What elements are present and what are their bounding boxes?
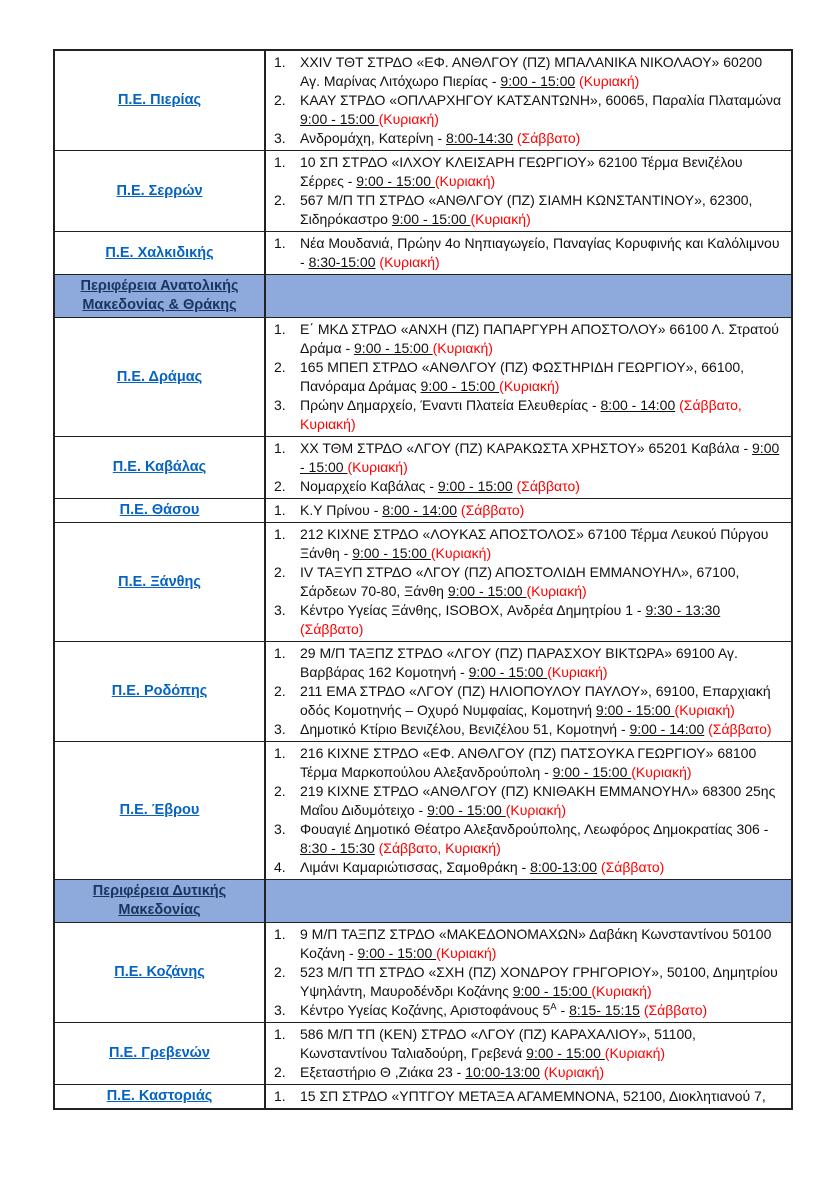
item-number: 1. xyxy=(274,1088,286,1104)
location-list-item xyxy=(274,1025,785,1063)
location-list-item xyxy=(274,234,785,272)
item-number: 2. xyxy=(274,359,286,375)
location-text: Εξεταστήριο Θ ,Ζιάκα 23 - xyxy=(300,1064,466,1080)
location-text: 586 Μ/Π ΤΠ (ΚΕΝ) ΣΤΡΔΟ «ΛΓΟΥ (ΠΖ) ΚΑΡΑΧΑΛΙΟΥ», 51100, Κωνσταντίνου Ταλιαδούρη, Γρεβενά xyxy=(300,1026,696,1061)
location-list-item xyxy=(274,782,785,820)
region-cell xyxy=(55,151,266,231)
item-text xyxy=(300,744,785,782)
item-text xyxy=(300,358,785,396)
location-text: Α xyxy=(550,1001,557,1013)
day-label: (Σάββατο) xyxy=(600,859,665,875)
item-number: 1. xyxy=(274,1026,286,1042)
location-list-item xyxy=(274,501,785,520)
table-row xyxy=(55,51,791,151)
day-label: (Σάββατο) xyxy=(516,478,580,494)
location-list-item xyxy=(274,1001,785,1020)
location-list-item xyxy=(274,925,785,963)
location-text: - xyxy=(556,1002,570,1018)
item-text xyxy=(300,644,785,682)
region-link[interactable]: Π.Ε. Ξάνθης xyxy=(118,573,201,590)
day-label: (Κυριακή) xyxy=(591,983,652,999)
region-link[interactable]: Π.Ε. Χαλκιδικής xyxy=(105,244,214,261)
table-row xyxy=(55,151,791,232)
location-list-item xyxy=(274,601,785,639)
item-text xyxy=(300,320,785,358)
item-number: 3. xyxy=(274,602,286,618)
time-range: 8:00 - 14:00 xyxy=(600,397,676,413)
day-label: (Κυριακή) xyxy=(631,764,692,780)
region-cell xyxy=(55,318,266,436)
region-link[interactable]: Π.Ε. Δράμας xyxy=(116,368,203,385)
item-number: 2. xyxy=(274,92,286,108)
item-text xyxy=(300,1025,785,1063)
item-text xyxy=(300,682,785,720)
item-text xyxy=(300,129,785,148)
time-range: 8:00 - 14:00 xyxy=(382,502,458,518)
location-text: 9 Μ/Π ΤΑΞΠΖ ΣΤΡΔΟ «ΜΑΚΕΔΟΝΟΜΑΧΩΝ» Δαβάκη Κωνσταντίνου 50100 Κοζάνη - xyxy=(300,926,772,961)
item-text xyxy=(300,525,785,563)
region-group-header-row xyxy=(55,880,791,923)
location-list-item xyxy=(274,53,785,91)
day-label: (Σάββατο) xyxy=(708,721,772,737)
item-text xyxy=(300,601,785,639)
item-text xyxy=(300,1063,785,1082)
item-text xyxy=(300,396,785,434)
location-text: 165 ΜΠΕΠ ΣΤΡΔΟ «ΑΝΘΛΓΟΥ (ΠΖ) ΦΩΣΤΗΡΙΔΗ ΓΕΩΡΓΙΟΥ», 66100, Πανόραμα Δράμας xyxy=(300,359,745,394)
region-link[interactable]: Π.Ε. Καβάλας xyxy=(112,459,207,475)
region-cell xyxy=(55,1023,266,1084)
day-label: (Κυριακή) xyxy=(430,545,492,561)
location-list-item xyxy=(274,358,785,396)
item-text xyxy=(300,53,785,91)
time-range: 9:00 - 15:00 xyxy=(352,545,431,561)
time-range: 9:00 - 15:00 xyxy=(300,440,780,475)
item-text xyxy=(300,858,785,877)
table-row xyxy=(55,437,791,499)
location-list-item xyxy=(274,644,785,682)
time-range: 8:15- 15:15 xyxy=(569,1002,640,1018)
location-list-item xyxy=(274,129,785,148)
location-list-item xyxy=(274,525,785,563)
day-label: (Κυριακή) xyxy=(579,73,640,89)
region-cell xyxy=(55,275,266,317)
location-text: Πρώην Δημαρχείο, Έναντι Πλατεία Ελευθερίας - xyxy=(300,397,601,413)
table-row xyxy=(55,642,791,742)
location-text: 211 ΕΜΑ ΣΤΡΔΟ «ΛΓΟΥ (ΠΖ) ΗΛΙΟΠΟΥΛΟΥ ΠΑΥΛΟΥ», 69100, Επαρχιακή οδός Κομοτηνής – Οχυρό Νυμφαίας, Κομοτηνή xyxy=(300,683,771,718)
item-number: 1. xyxy=(274,745,286,761)
location-text: Κ.Υ Πρίνου - xyxy=(300,502,383,518)
location-list-item xyxy=(274,153,785,191)
location-text: 212 ΚΙΧΝΕ ΣΤΡΔΟ «ΛΟΥΚΑΣ ΑΠΟΣΤΟΛΟΣ» 67100 Τέρμα Λευκού Πύργου Ξάνθη - xyxy=(300,526,769,561)
time-range: 8:00-14:30 xyxy=(446,130,513,146)
item-text xyxy=(300,439,785,477)
location-text: IV ΤΑΞΥΠ ΣΤΡΔΟ «ΛΓΟΥ (ΠΖ) ΑΠΟΣΤΟΛΙΔΗ ΕΜΜΑΝΟΥΗΛ», 67100, Σάρδεων 70-80, Ξάνθη xyxy=(300,564,740,599)
item-text xyxy=(300,563,785,601)
location-text: Φουαγιέ Δημοτικό Θέατρο Αλεξανδρούπολης, Λεωφόρος Δημοκρατίας 306 - xyxy=(300,821,769,837)
table-row xyxy=(55,523,791,642)
location-text: Κέντρο Υγείας Ξάνθης, ISOBOX, Ανδρέα Δημητρίου 1 - xyxy=(300,602,646,618)
item-number: 2. xyxy=(274,783,286,799)
locations-cell xyxy=(266,275,791,317)
day-label: (Κυριακή) xyxy=(434,173,496,189)
day-label: (Σάββατο) xyxy=(516,130,581,146)
item-number: 3. xyxy=(274,130,286,146)
locations-cell xyxy=(266,51,791,150)
locations-cell xyxy=(266,923,791,1022)
region-link[interactable]: Π.Ε. Έβρου xyxy=(119,802,200,818)
region-link[interactable]: Π.Ε. Καστοριάς xyxy=(106,1088,213,1104)
location-list-item xyxy=(274,963,785,1001)
location-list-item xyxy=(274,682,785,720)
item-text xyxy=(300,720,785,739)
day-label: (Σάββατο, Κυριακή) xyxy=(378,840,501,856)
day-label: (Κυριακή) xyxy=(543,1064,605,1080)
item-number: 4. xyxy=(274,859,286,875)
item-number: 3. xyxy=(274,397,286,413)
time-range: 10:00-13:00 xyxy=(465,1064,540,1080)
table-row xyxy=(55,499,791,523)
day-label: (Κυριακή) xyxy=(432,340,493,356)
item-text xyxy=(300,963,785,1001)
day-label: (Σάββατο) xyxy=(460,502,525,518)
time-range: 9:00 - 15:00 xyxy=(526,1045,605,1061)
day-label: (Σάββατο) xyxy=(643,1002,708,1018)
day-label: (Κυριακή) xyxy=(470,211,531,227)
location-list-item xyxy=(274,744,785,782)
time-range: 9:00 - 15:00 xyxy=(357,945,437,961)
table-row xyxy=(55,232,791,275)
time-range: 9:00 - 15:00 xyxy=(356,173,435,189)
item-text xyxy=(300,925,785,963)
location-list-item xyxy=(274,439,785,477)
table-row xyxy=(55,923,791,1023)
location-list-item xyxy=(274,191,785,229)
location-list-item xyxy=(274,320,785,358)
item-number: 2. xyxy=(274,192,286,208)
time-range: 9:00 - 15:00 xyxy=(595,702,675,718)
item-text xyxy=(300,1001,785,1020)
time-range: 9:00 - 15:00 xyxy=(468,664,548,680)
location-list-item xyxy=(274,858,785,877)
region-link[interactable]: Π.Ε. Κοζάνης xyxy=(114,964,205,980)
location-list-item xyxy=(274,820,785,858)
time-range: 9:00 - 14:00 xyxy=(629,721,705,737)
time-range: 9:00 - 15:00 xyxy=(512,983,592,999)
locations-cell xyxy=(266,318,791,436)
day-label: (Κυριακή) xyxy=(347,459,408,475)
item-text xyxy=(300,153,785,191)
region-cell xyxy=(55,232,266,274)
item-text xyxy=(300,477,785,496)
item-number: 1. xyxy=(274,526,286,542)
item-text xyxy=(300,820,785,858)
item-number: 2. xyxy=(274,964,286,980)
locations-cell xyxy=(266,1023,791,1084)
region-link[interactable]: Π.Ε. Πιερίας xyxy=(117,92,202,108)
location-text: 15 ΣΠ ΣΤΡΔΟ «ΥΠΤΓΟΥ ΜΕΤΑΞΑ ΑΓΑΜΕΜΝΟΝΑ, 52100, Διοκλητιανού 7, xyxy=(300,1088,766,1104)
location-text: 219 ΚΙΧΝΕ ΣΤΡΔΟ «ΑΝΘΛΓΟΥ (ΠΖ) ΚΝΙΘΑΚΗ ΕΜΜΑΝΟΥΗΛ» 68300 25ης Μαΐου Διδυμότειχο - xyxy=(300,783,776,818)
item-number: 3. xyxy=(274,821,286,837)
day-label: (Κυριακή) xyxy=(604,1045,666,1061)
item-text xyxy=(300,191,785,229)
region-link[interactable]: Π.Ε. Γρεβενών xyxy=(109,1045,210,1061)
item-text xyxy=(300,234,785,272)
region-link[interactable]: Π.Ε. Θάσου xyxy=(119,502,200,518)
location-list-item xyxy=(274,1063,785,1082)
region-cell xyxy=(55,499,266,522)
table-row xyxy=(55,318,791,437)
region-cell xyxy=(55,880,266,922)
location-text: Λιμάνι Καμαριώτισσας, Σαμοθράκη - xyxy=(300,859,531,875)
item-number: 1. xyxy=(274,645,286,661)
time-range: 8:30 - 15:30 xyxy=(300,840,375,856)
region-cell xyxy=(55,523,266,641)
time-range: 9:00 - 15:00 xyxy=(552,764,632,780)
day-label: (Κυριακή) xyxy=(436,945,497,961)
item-text xyxy=(300,91,785,129)
region-cell xyxy=(55,923,266,1022)
day-label: (Κυριακή) xyxy=(505,802,566,818)
item-number: 1. xyxy=(274,154,286,170)
locations-cell xyxy=(266,437,791,498)
locations-cell xyxy=(266,523,791,641)
item-number: 1. xyxy=(274,321,286,337)
day-label: (Κυριακή) xyxy=(674,702,735,718)
location-text: 10 ΣΠ ΣΤΡΔΟ «ΙΛΧΟΥ ΚΛΕΙΣΑΡΗ ΓΕΩΡΓΙΟΥ» 62100 Τέρμα Βενιζέλου Σέρρες - xyxy=(300,154,743,189)
location-list-item xyxy=(274,563,785,601)
item-number: 1. xyxy=(274,926,286,942)
locations-cell xyxy=(266,880,791,922)
day-label: (Κυριακή) xyxy=(499,378,560,394)
location-text: 216 ΚΙΧΝΕ ΣΤΡΔΟ «ΕΦ. ΑΝΘΛΓΟΥ (ΠΖ) ΠΑΤΣΟΥΚΑ ΓΕΩΡΓΙΟΥ» 68100 Τέρμα Μαρκοπούλου Αλεξανδρούπολη - xyxy=(300,745,757,780)
time-range: 9:00 - 15:00 xyxy=(500,73,576,89)
item-number: 1. xyxy=(274,440,286,456)
time-range: 9:30 - 13:30 xyxy=(645,602,721,618)
item-number: 2. xyxy=(274,683,286,699)
item-number: 1. xyxy=(274,502,286,518)
location-text: 567 Μ/Π ΤΠ ΣΤΡΔΟ «ΑΝΘΛΓΟΥ (ΠΖ) ΣΙΑΜΗ ΚΩΝΣΤΑΝΤΙΝΟΥ», 62300, Σιδηρόκαστρο xyxy=(300,192,753,227)
location-list-item xyxy=(274,720,785,739)
time-range: 8:00-13:00 xyxy=(530,859,598,875)
item-text xyxy=(300,501,785,520)
item-number: 2. xyxy=(274,564,286,580)
location-list-item xyxy=(274,477,785,496)
day-label: (Κυριακή) xyxy=(526,583,587,599)
time-range: 9:00 - 15:00 xyxy=(447,583,527,599)
day-label: (Σάββατο, Κυριακή) xyxy=(300,397,742,432)
day-label: (Κυριακή) xyxy=(378,111,439,127)
time-range: 9:00 - 15:00 xyxy=(420,378,500,394)
item-number: 1. xyxy=(274,54,286,70)
locations-cell xyxy=(266,642,791,741)
region-link[interactable]: Π.Ε. Ροδόπης xyxy=(111,683,208,699)
region-cell xyxy=(55,742,266,879)
region-group-header-row xyxy=(55,275,791,318)
table-row xyxy=(55,1023,791,1085)
locations-cell xyxy=(266,1085,791,1108)
locations-table xyxy=(53,49,793,1110)
region-cell xyxy=(55,51,266,150)
region-cell xyxy=(55,642,266,741)
region-cell xyxy=(55,437,266,498)
region-cell xyxy=(55,1085,266,1108)
region-group-header-label: Περιφέρεια Ανατολικής Μακεδονίας & Θράκης xyxy=(80,278,239,313)
location-text: 29 Μ/Π ΤΑΞΠΖ ΣΤΡΔΟ «ΛΓΟΥ (ΠΖ) ΠΑΡΑΣΧΟΥ ΒΙΚΤΩΡΑ» 69100 Αγ. Βαρβάρας 162 Κομοτηνή - xyxy=(300,645,738,680)
time-range: 9:00 - 15:00 xyxy=(300,111,379,127)
location-text: ΚΑΑΥ ΣΤΡΔΟ «ΟΠΛΑΡΧΗΓΟΥ ΚΑΤΣΑΝΤΩΝΗ», 60065, Παραλία Πλαταμώνα xyxy=(300,92,782,108)
locations-cell xyxy=(266,499,791,522)
day-label: (Σάββατο) xyxy=(300,621,364,637)
region-group-header-label: Περιφέρεια Δυτικής Μακεδονίας xyxy=(92,883,227,918)
table-row xyxy=(55,1085,791,1108)
location-list-item xyxy=(274,1087,785,1106)
location-list-item xyxy=(274,91,785,129)
location-text: Ε΄ ΜΚΔ ΣΤΡΔΟ «ΑΝΧΗ (ΠΖ) ΠΑΠΑΡΓΥΡΗ ΑΠΟΣΤΟΛΟΥ» 66100 Λ. Στρατού Δράμα - xyxy=(300,321,779,356)
table-row xyxy=(55,742,791,880)
location-text: Κέντρο Υγείας Κοζάνης, Αριστοφάνους 5 xyxy=(300,1002,551,1018)
location-list-item xyxy=(274,396,785,434)
item-text xyxy=(300,1087,785,1106)
time-range: 8:30-15:00 xyxy=(308,254,376,270)
location-text: Νέα Μουδανιά, Πρώην 4ο Νηπιαγωγείο, Παναγίας Κορυφινής και Καλόλιμνου - xyxy=(300,235,780,270)
location-text: Ανδρομάχη, Κατερίνη - xyxy=(300,130,447,146)
locations-cell xyxy=(266,151,791,231)
time-range: 9:00 - 15:00 xyxy=(427,802,506,818)
location-text: Νομαρχείο Καβάλας - xyxy=(300,478,438,494)
item-number: 1. xyxy=(274,235,286,251)
day-label: (Κυριακή) xyxy=(379,254,440,270)
item-number: 2. xyxy=(274,478,286,494)
locations-cell xyxy=(266,742,791,879)
time-range: 9:00 - 15:00 xyxy=(354,340,433,356)
time-range: 9:00 - 15:00 xyxy=(437,478,513,494)
location-text: ΧΧ ΤΘΜ ΣΤΡΔΟ «ΛΓΟΥ (ΠΖ) ΚΑΡΑΚΩΣΤΑ ΧΡΗΣΤΟΥ» 65201 Καβάλα - xyxy=(300,440,753,456)
item-text xyxy=(300,782,785,820)
location-text: XXIV ΤΘΤ ΣΤΡΔΟ «ΕΦ. ΑΝΘΛΓΟΥ (ΠΖ) ΜΠΑΛΑΝΙΚΑ ΝΙΚΟΛΑΟΥ» 60200 Αγ. Μαρίνας Λιτόχωρο Πιερίας - xyxy=(300,54,763,89)
locations-cell xyxy=(266,232,791,274)
item-number: 3. xyxy=(274,1002,286,1018)
item-number: 3. xyxy=(274,721,286,737)
time-range: 9:00 - 15:00 xyxy=(391,211,471,227)
location-text: Δημοτικό Κτίριο Βενιζέλου, Βενιζέλου 51, Κομοτηνή - xyxy=(300,721,630,737)
day-label: (Κυριακή) xyxy=(547,664,608,680)
location-text: 523 Μ/Π ΤΠ ΣΤΡΔΟ «ΣΧΗ (ΠΖ) ΧΟΝΔΡΟΥ ΓΡΗΓΟΡΙΟΥ», 50100, Δημητρίου Υψηλάντη, Μαυροδένδρι Κοζάνης xyxy=(300,964,778,999)
item-number: 2. xyxy=(274,1064,286,1080)
region-link[interactable]: Π.Ε. Σερρών xyxy=(116,182,203,199)
